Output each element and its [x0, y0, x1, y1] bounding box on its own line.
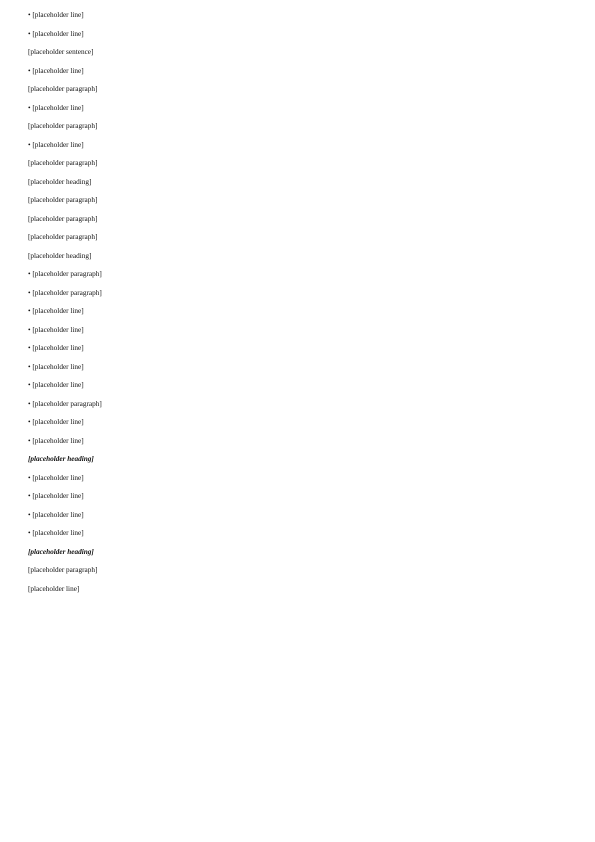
paragraph: • [placeholder paragraph]: [28, 288, 102, 297]
paragraph: • [placeholder paragraph]: [28, 270, 102, 278]
paragraph: [placeholder paragraph]: [28, 233, 98, 241]
paragraph: [placeholder heading]: [28, 251, 92, 260]
paragraph: • [placeholder line]: [28, 66, 84, 75]
paragraph: • [placeholder line]: [28, 381, 84, 389]
paragraph: • [placeholder line]: [28, 140, 84, 149]
paragraph: • [placeholder line]: [28, 344, 84, 352]
paragraph: • [placeholder line]: [28, 11, 84, 19]
paragraph: [placeholder paragraph]: [28, 122, 98, 130]
paragraph: • [placeholder line]: [28, 418, 84, 426]
paragraph: [placeholder paragraph]: [28, 159, 98, 167]
paragraph: [placeholder sentence]: [28, 48, 94, 56]
paragraph: [placeholder heading]: [28, 177, 92, 186]
paragraph: [placeholder paragraph]: [28, 85, 98, 93]
paragraph: • [placeholder line]: [28, 473, 84, 482]
section-subheading: [placeholder heading]: [28, 455, 94, 463]
paragraph: • [placeholder line]: [28, 492, 84, 500]
paragraph: • [placeholder line]: [28, 325, 84, 334]
document-body: [28, 10, 557, 594]
paragraph: • [placeholder line]: [28, 307, 84, 315]
paragraph: • [placeholder line]: [28, 103, 84, 112]
paragraph: • [placeholder line]: [28, 529, 84, 537]
paragraph: [placeholder line]: [28, 584, 80, 593]
paragraph: • [placeholder paragraph]: [28, 399, 102, 408]
paragraph: [placeholder paragraph]: [28, 196, 98, 204]
paragraph: • [placeholder line]: [28, 29, 84, 38]
paragraph: [placeholder paragraph]: [28, 566, 98, 574]
section-subheading: [placeholder heading]: [28, 547, 94, 556]
paragraph: • [placeholder line]: [28, 362, 84, 371]
paragraph: • [placeholder line]: [28, 436, 84, 445]
paragraph: [placeholder paragraph]: [28, 214, 98, 223]
paragraph: • [placeholder line]: [28, 510, 84, 519]
